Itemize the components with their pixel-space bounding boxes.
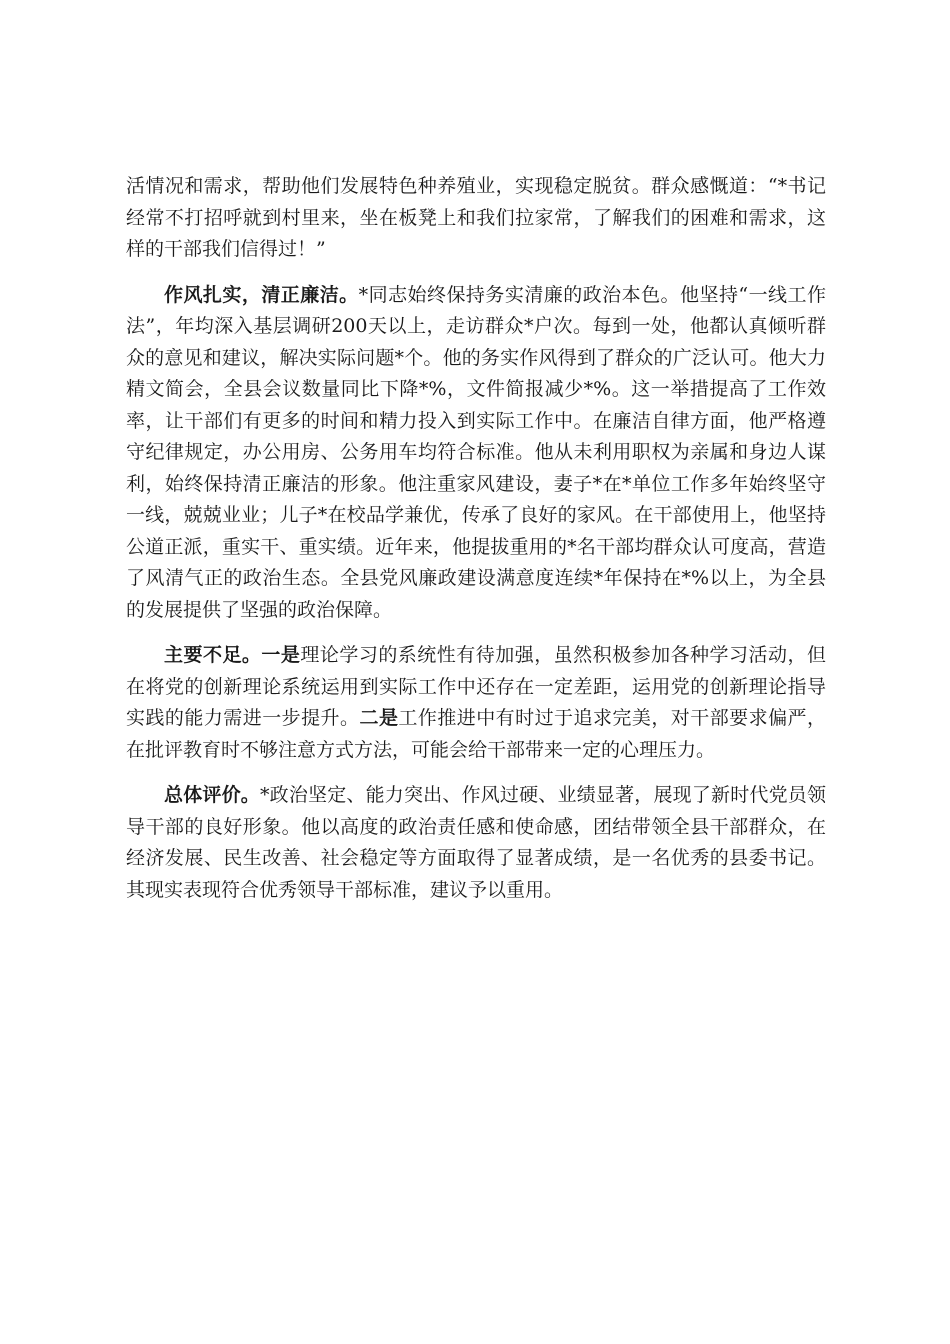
paragraph-heading: 总体评价。 [164, 784, 260, 806]
paragraph-text: 理论学习的系统性有待加强，虽然积极参加各种学习活动，但在将党的创新理论系统运用到实际工作中还存在一定差距，运用党的创新理论指导实践的能力需进一步提升。 [126, 644, 826, 729]
paragraph-heading: 主要不足。 [164, 644, 262, 666]
point-marker-one: 一是 [261, 644, 301, 666]
paragraph-overall-evaluation [126, 780, 826, 906]
paragraph-continuation [126, 171, 826, 266]
paragraph-heading: 作风扎实，清正廉洁。 [164, 283, 359, 306]
paragraph-text: *政治坚定、能力突出、作风过硬、业绩显著，展现了新时代党员领导干部的良好形象。他以高度的政治责任感和使命感，团结带领全县干部群众，在经济发展、民生改善、社会稳定等方面取得了显著成绩，是一名优秀的县委书记。其现实表现符合优秀领导干部标准，建议予以重用。 [126, 784, 826, 901]
point-marker-two: 二是 [359, 707, 399, 729]
paragraph-text: 工作推进中有时过于追求完美，对干部要求偏严，在批评教育时不够注意方式方法，可能会给干部带来一定的心理压力。 [126, 707, 826, 761]
paragraph-text: 活情况和需求，帮助他们发展特色种养殖业，实现稳定脱贫。群众感慨道：“*书记经常不打招呼就到村里来，坐在板凳上和我们拉家常，了解我们的困难和需求，这样的干部我们信得过！” [126, 175, 826, 260]
paragraph-shortcomings [126, 640, 826, 766]
paragraph-work-style [126, 280, 826, 627]
paragraph-text: *同志始终保持务实清廉的政治本色。他坚持“一线工作法”，年均深入基层调研200天以上，走访群众*户次。每到一处，他都认真倾听群众的意见和建议，解决实际问题*个。他的务实作风得到了群众的广泛认可。他大力精文简会，全县会议数量同比下降*%，文件简报减少*%。这一举措提高了工作效率，让干部们有更多的时间和精力投入到实际工作中。在廉洁自律方面，他严格遵守纪律规定，办公用房、公务用车均符合标准。他从未利用职权为亲属和身边人谋利，始终保持清正廉洁的形象。他注重家风建设，妻子*在*单位工作多年始终坚守一线，兢兢业业；儿子*在校品学兼优，传承了良好的家风。在干部使用上，他坚持公道正派，重实干、重实绩。近年来，他提拔重用的*名干部均群众认可度高，营造了风清气正的政治生态。全县党风廉政建设满意度连续*年保持在*%以上，为全县的发展提供了坚强的政治保障。 [126, 283, 826, 621]
document-body [126, 171, 826, 920]
